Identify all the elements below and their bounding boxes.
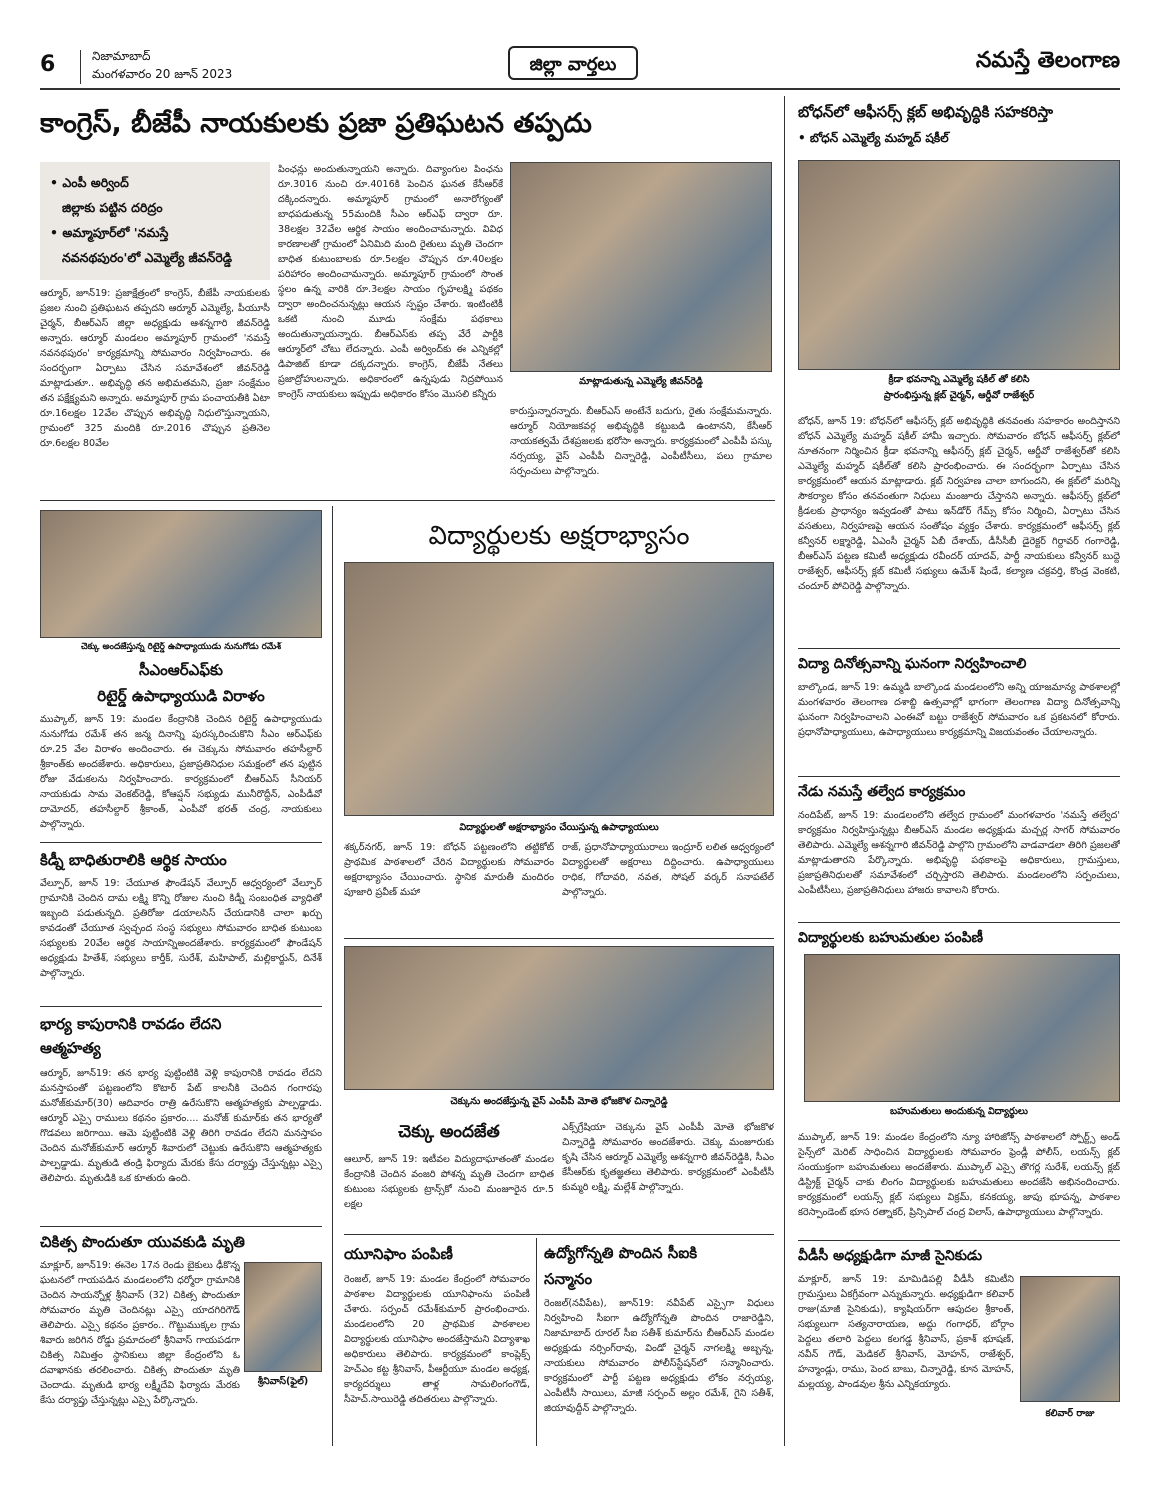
suicide-headline-1: భార్య కాపురానికి రావడం లేదని: [40, 1015, 222, 1033]
kidney-body: వేల్పూర్, జూన్ 19: చేయూత ఫౌండేషన్ వేల్పూర్ ఆధ్వర్యంలో వేల్పూర్ గ్రామానికి చెందిన దామ లక్ష్మి కొన్ని రోజుల నుంచి కిడ్నీ సంబంధిత వ్యాధితో ఇబ్బంది పడుతున్నది. ప్రతిరోజు డయాలసిస్ చేయడానికి చాలా ఖర్చు కావడంతో చేయూత స్వచ్ఛంద సంస్థ సభ్యులు సోమవారం బాధిత కుటుంబ సభ్యులకు 20వేల ఆర్థిక సాయాన్నిఅందజేశారు. కార్యక్రమంలో ఫౌండేషన్ అధ్యక్షుడు హితేశ్, సభ్యులు కార్తీక్, సురేశ్, మహిపాల్, మల్లికార్జున్, దినేశ్ పాల్గొన్నారు.: [40, 878, 322, 979]
akshara-photo-caption: విద్యార్థులతో అక్షరాభ్యాసం చేయిస్తున్న ఉపాధ్యాయులు: [459, 822, 659, 833]
section-rule: [798, 922, 1120, 923]
section-rule: [40, 1226, 322, 1227]
masthead: [40, 40, 1120, 92]
section-rule: [40, 842, 322, 843]
bullet-1: • ఎంపీ అర్వింద్: [50, 175, 129, 190]
column-rule: [784, 96, 785, 1446]
eduday-body: బాల్కొండ, జూన్ 19: ఉమ్మడి బాల్కొండ మండలంలోని అన్ని యాజమాన్య పాఠశాలల్లో మంగళవారం తెలంగాణ దశాబ్ది ఉత్సవాల్లో భాగంగా తెలంగాణ విద్యా దినోత్సవాన్ని ఘనంగా నిర్వహించాలని ఎంఈవో బట్టు రాజేశ్వర్ సోమవారం ఒక ప్రకటనలో కోరారు. ప్రధానోపాధ్యాయులు, ఉపాధ్యాయులు కార్యక్రమాన్ని విజయవంతం చేయాలన్నారు.: [798, 682, 1120, 738]
bodhan-headline: బోధన్‌లో ఆఫీసర్స్ క్లబ్ అభివృద్ధికి సహకరిస్తా: [798, 103, 1053, 121]
page-number: 6: [40, 52, 56, 77]
crf-headline-2: రిటైర్డ్ ఉపాధ్యాయుడి విరాళం: [97, 687, 265, 705]
divider: [80, 50, 81, 84]
bodhan-photo: [798, 160, 1120, 370]
suicide-body: ఆర్మూర్, జూన్19: తన భార్య పుట్టింటికి వెళ్లి కాపురానికి రావడం లేదని మనస్తాపంతో పట్టణంలోని కొటార్ పేట్ కాలనీకి చెందిన గంగారపు మనోజ్‌కుమార్(30) ఆదివారం రాత్రి ఉరేసుకొని ఆత్మహత్యకు పాల్పడ్డాడు. ఆర్మూర్ ఎస్సై రాములు కథనం ప్రకారం.... మనోజ్ కుమార్‌కు తన భార్యతో గొడవలు జరిగాయి. ఆమె పుట్టింటికి వెళ్లి తిరిగి రావడం లేదని మనస్తాపం చెందిన మనోజ్‌కుమార్ ఆర్మూర్ శివారులో చెట్టుకు ఉరేసుకొని ఆత్మహత్యకు పాల్పడ్డాడు. మృతుడి తండ్రి ఫిర్యాదు మేరకు కేసు దర్యాప్తు చేస్తున్నట్లు ఎస్సై తెలిపారు. మృతుడికి ఒక కూతురు ఉంది.: [40, 1068, 322, 1184]
bullet-4: నవనథపురం'లో ఎమ్మెల్యే జీవన్‌రెడ్డి: [62, 250, 232, 265]
date-label: మంగళవారం 20 జూన్ 2023: [92, 67, 233, 81]
prizes-photo-caption: బహుమతులు అందుకున్న విద్యార్థులు: [890, 1106, 1028, 1117]
vdc-photo: [1020, 1276, 1120, 1402]
check-photo: [344, 946, 774, 1090]
prizes-photo: [804, 954, 1120, 1102]
check-photo-caption: చెక్కును అందజేస్తున్న వైస్ ఎంపీపీ మోతె భోజకొళ చిన్నారెడ్డి: [450, 1096, 668, 1107]
column-rule: [332, 506, 333, 1446]
prizes-headline: విద్యార్థులకు బహుమతుల పంపిణీ: [798, 930, 984, 946]
akshara-col1-body: శక్కర్‌నగర్, జూన్ 19: బోధన్ పట్టణంలోని తట్టికోట్ ప్రాథమిక పాఠశాలలో చేరిన విద్యార్థులకు సోమవారం అక్షరాభ్యాసం చేయించారు. స్థానిక మారుతీ మందిరం పూజారి ప్రవీణ్ మహా: [344, 842, 554, 898]
paper-name: నమస్తే తెలంగాణ: [975, 48, 1120, 73]
section-rule: [798, 1240, 1120, 1241]
lead-photo: [510, 162, 772, 372]
district-label: నిజామాబాద్: [92, 49, 151, 63]
section-rule: [798, 776, 1120, 777]
bodhan-caption-2: ప్రారంభిస్తున్న క్లబ్ చైర్మన్, ఆర్డీవో రాజేశ్వర్: [883, 390, 1035, 401]
namaste-body: నందిపేట్, జూన్ 19: మండలంలోని తల్వేద గ్రామంలో మంగళవారం 'నమస్తే తల్వేద' కార్యక్రమం నిర్వహిస్తున్నట్లు బీఆర్‌ఎస్ మండల అధ్యక్షుడు మచ్చర్ల సాగర్ సోమవారం తెలిపారు. ఎమ్మెల్యే ఆశన్నగారి జీవన్‌రెడ్డి పాల్గొని గ్రామంలోని వాడవాడలా తిరిగి ప్రజలతో మాట్లాడుతారని పేర్కొన్నారు. అభివృద్ధి పథకాలపై అధికారులు, గ్రామస్తులు, ప్రజాప్రతినిధులతో సమావేశంలో చర్చిస్తారని తెలిపారు. మండలంలోని సర్పంచులు, ఎంపీటీసీలు, ప్రజాప్రతినిధులు హాజరు కావాలని కోరారు.: [798, 810, 1120, 896]
section-title: జిల్లా వార్తలు: [508, 46, 638, 80]
lead-col3-body: కారుస్తున్నారన్నారు. బీఆర్‌ఎస్ అంటేనే బదుగు, రైతు సంక్షేమమన్నారు. ఆర్మూర్ నియోజకవర్గ అభివృద్ధికి కట్టుబడి ఉంటానని, కేసీఆర్ నాయకత్వమే దేశప్రజలకు భరోసా అన్నారు. కార్యక్రమంలో ఎంపీపీ పస్కు నర్సయ్య, వైస్ ఎంపీపీ చిన్నారెడ్డి, ఎంపీటీసీలు, పలు గ్రామాల సర్పంచులు పాల్గొన్నారు.: [510, 406, 772, 477]
uniform-headline: యూనిఫాం పంపిణీ: [344, 1245, 453, 1263]
treatment-photo: [244, 1262, 322, 1372]
vdc-body: మాక్లూర్, జూన్ 19: మామిడిపల్లి వీడీసీ కమిటీని గ్రామస్తులు ఏకగ్రీవంగా ఎన్నుకున్నారు. అధ్యక్షుడిగా కలివార్ రాజు(మాజీ సైనికుడు), క్యాషియర్‌గా ఆపుదల శ్రీకాంత్, సభ్యులుగా సత్యనారాయణ, అద్దు గంగాధర్, బోర్గాం పెద్దలు తలారి పెద్దలు కలగడ్డ శ్రీనివాస్, ప్రకాశ్ భూషణ్, నవీన్ గౌడ్, మెడికల్ శ్రీనివాస్, మోహన్, రాజేశ్వర్, హన్మాండ్లు, రాము, పెంద బాబు, చిన్నారెడ్డి, కూన మోహన్, మల్లయ్య, పాండవుల శ్రీను ఎన్నికయ్యారు.: [798, 1274, 1014, 1390]
bodhan-caption-1: క్రీడా భవనాన్ని ఎమ్మెల్యే షకీల్ తో కలిసి: [888, 374, 1030, 385]
akshara-col2-body: రాజ్, ప్రధానోపాధ్యాయురాలు ఇంద్రూర్ లలిత ఆధ్వర్యంలో విద్యార్థులతో అక్షరాలు దిద్దించారు. ఉపాధ్యాయులు రాధిక, గోదావరి, నవత, సోషల్ వర్కర్ సనాపటేల్ పాల్గొన్నారు.: [562, 842, 774, 898]
section-rule: [40, 500, 775, 501]
section-rule: [344, 938, 774, 939]
eduday-headline: విద్యా దినోత్సవాన్ని ఘనంగా నిర్వహించాలి: [798, 656, 1027, 672]
masthead-rule: [40, 88, 1120, 90]
lead-col2-body: పింఛన్లు అందుతున్నాయని అన్నారు. దివ్యాంగుల పింఛను రూ.3016 నుంచి రూ.4016కి పెంచిన ఘనత కేసీఆర్‌కే దక్కిందన్నారు. అమ్మాపూర్ గ్రామంలో అనారోగ్యంతో బాధపడుతున్న 55మందికి సీఎం ఆర్‌ఎఫ్ ద్వారా రూ. 38లక్షల 32వేల ఆర్థిక సాయం అందించామన్నారు. వివిధ కారణాలతో గ్రామంలో ఏనిమిది మంది రైతులు మృతి చెందగా బాధిత కుటుంబాలకు రూ.5లక్షల చొప్పున రూ.40లక్షల పరిహారం అందించామన్నారు. అమ్మాపూర్ గ్రామంలో సొంత స్థలం ఉన్న వారికి రూ.3లక్షల సాయం గృహలక్ష్మి పథకం ద్వారా అందించనున్నట్లు ఆయన స్పష్టం చేశారు. ఇంటింటికీ ఒకటి నుంచి మూడు సంక్షేమ పథకాలు అందుతున్నాయన్నారు. బీఆర్‌ఎస్‌కు తప్ప వేరే పార్టీకి ఆర్మూర్‌లో చోటు లేదన్నారు. ఎంపీ అర్వింద్‌కు ఈ ఎన్నికల్లో డిపాజిట్ కూడా దక్కదన్నారు. కాంగ్రెస్, బీజేపీ నేతలు ప్రజాద్రోహులన్నారు. అధికారంలో ఉన్నపుడు నిద్రపోయిన కాంగ్రెస్ నాయకులు ఇప్పుడు అధికారం కోసం మొసలి కన్నీరు: [278, 164, 503, 400]
akshara-photo: [344, 562, 774, 816]
lead-photo-caption: మాట్లాడుతున్న ఎమ్మెల్యే జీవన్‌రెడ్డి: [579, 376, 703, 387]
lead-bullets: [40, 162, 270, 280]
treatment-photo-caption: శ్రీనివాస్(ఫైల్): [257, 1376, 309, 1387]
check-col2-body: ఎక్స్‌గ్రేషియా చెక్కును వైస్ ఎంపీపీ మోతె భోజకొళ చిన్నారెడ్డి సోమవారం అందజేశారు. చెక్కు మంజూరుకు కృషి చేసిన ఆర్మూర్ ఎమ్మెల్యే ఆశన్నగారి జీవన్‌రెడ్డికి, సీఎం కేసీఆర్‌కు కృతజ్ఞతలు తెలిపారు. కార్యక్రమంలో ఎంపీటీసీ కుమ్మరి లక్ష్మి, మల్లేశ్ పాల్గొన్నారు.: [562, 1122, 774, 1193]
treatment-body-top: మాక్లూర్, జూన్19: ఈనెల 17న రెండు బైకులు ఢీకొన్న ఘటనలో గాయపడిన మండలంలోని ధర్మోరా గ్రామానికి చెందిన సాయన్నోళ్ల శ్రీనివాస్ (32) చికిత్స పొందుతూ సోమవారం మృతి చెందినట్లు ఎస్సై యాదగిరిగౌడ్ తెలిపారు. ఎస్సై కథనం ప్రకారం.. గొట్టుముక్కల గ్రామ శివారు జరిగిన రోడ్డు ప్రమాదంలో శ్రీనివాస్ గాయపడగా చికిత్స నిమిత్తం స్థానికులు జిల్లా కేంద్రంలోని ఓ దవాఖానకు తరలించారు. చికిత్స పొందుతూ మృతి చెందాడు. మృతుడి భార్య లక్ష్మీదేవి ఫిర్యాదు మేరకు కేసు దర్యాప్తు చేస్తున్నట్లు ఎస్సై పేర్కొన్నారు.: [40, 1260, 240, 1406]
suicide-headline-2: ఆత్మహత్య: [40, 1039, 101, 1057]
promotion-body: రెంజల్(నవీపేట), జూన్19: నవీపేట్ ఎస్సైగా విధులు నిర్వహించి సీఐగా ఉద్యోగోన్నతి పొందిన రాజారెడ్డిని, నిజామాబాద్ రూరల్ సీఐ సతీశ్ కుమార్‌ను బీఆర్‌ఎస్ మండల అధ్యక్షుడు నర్సింగ్‌రావు, విండో చైర్మన్ నాగలక్ష్మి అబ్బన్న, నాయకులు సోమవారం పోలీస్‌స్టేషన్‌లో సన్మానించారు. కార్యక్రమంలో పార్టీ పట్టణ అధ్యక్షుడు లోకం నర్సయ్య, ఎంపీటీసీ సాయిలు, మాజీ సర్పంచ్ అల్లం రమేశ్, గైని సతీశ్, జియావుద్దీన్ పాల్గొన్నారు.: [544, 1298, 774, 1414]
lead-col1-body: ఆర్మూర్, జూన్19: ప్రజాక్షేత్రంలో కాంగ్రెస్, బీజేపీ నాయకులకు ప్రజల నుంచి ప్రతిఘటన తప్పదని ఆర్మూర్ ఎమ్మెల్యే, పీయూసీ చైర్మన్, బీఆర్‌ఎస్ జిల్లా అధ్యక్షుడు ఆశన్నగారి జీవన్‌రెడ్డి అన్నారు. ఆర్మూర్ మండలం అమ్మాపూర్ గ్రామంలో 'నమస్తే నవనథపురం' కార్యక్రమాన్ని సోమవారం నిర్వహించారు. ఈ సందర్భంగా ఏర్పాటు చేసిన సమావేశంలో జీవన్‌రెడ్డి మాట్లాడుతూ.. అభివృద్ధి తన అభిమతమని, ప్రజా సంక్షేమం తన పక్షేక్ష్యమని అన్నారు. అమ్మాపూర్ గ్రామ పంచాయతీకి ఏటా రూ.16లక్షల 12వేల చొప్పున అభివృద్ధి నిధులొస్తున్నాయని, గ్రామంలో 325 మందికి రూ.2016 చొప్పున ప్రతినెల రూ.6లక్షల 80వేల: [40, 288, 270, 449]
check-col1-body: ఆలూర్, జూన్ 19: ఇటీవల విద్యుదాఘాతంతో మండల కేంద్రానికి చెందిన వంజరి పోశన్న మృతి చెందగా బాధిత కుటుంబ సభ్యులకు ట్రాన్స్‌కో నుంచి మంజూరైన రూ.5 లక్షల: [344, 1154, 554, 1210]
treatment-headline: చికిత్స పొందుతూ యువకుడి మృతి: [40, 1233, 245, 1251]
promotion-headline-2: సన్మానం: [544, 1270, 593, 1288]
section-rule: [40, 1006, 322, 1007]
section-rule: [344, 1234, 774, 1235]
vdc-photo-caption: కలివార్ రాజు: [1045, 1408, 1095, 1419]
bodhan-subhead: • బోధన్ ఎమ్మెల్యే మహ్మద్ షకీల్: [798, 131, 949, 145]
akshara-headline: విద్యార్థులకు అక్షరాభ్యాసం: [428, 521, 690, 551]
crf-headline-1: సీఎంఆర్‌ఎఫ్‌కు: [138, 661, 223, 679]
check-headline: చెక్కు అందజేత: [398, 1122, 500, 1142]
namaste-headline: నేడు నమస్తే తల్వేద కార్యక్రమం: [798, 784, 966, 800]
crf-photo-caption: చెక్కు అందజేస్తున్న రిటైర్డ్ ఉపాధ్యాయుడు నునుగోడు రమేశ్: [80, 642, 282, 652]
bullet-3: • అమ్మాపూర్‌లో 'నమస్తే: [50, 225, 169, 240]
promotion-headline-1: ఉద్యోగోన్నతి పొందిన సీఐకి: [544, 1244, 698, 1262]
column-rule: [536, 1238, 537, 1446]
vdc-headline: వీడీసీ అధ్యక్షుడిగా మాజీ సైనికుడు: [798, 1248, 983, 1264]
crf-photo: [40, 510, 322, 638]
kidney-headline: కిడ్నీ బాధితురాలికి ఆర్థిక సాయం: [40, 851, 227, 869]
bullet-2: జిల్లాకు పట్టిన దరిద్రం: [62, 200, 163, 215]
uniform-body: రెంజల్, జూన్ 19: మండల కేంద్రంలో సోమవారం పాఠశాల విద్యార్థులకు యూనిఫాంను పంపిణీ చేశారు. సర్పంచ్ రమేశ్‌కుమార్ ప్రారంభించారు. మండలంలోని 20 ప్రాథమిక పాఠశాలల విద్యార్థులకు యూనిఫాం అందజేస్తామని విద్యాశాఖ అధికారులు తెలిపారు. కార్యక్రమంలో కాంప్లెక్స్ హెచ్‌ఎం కట్ట శ్రీనివాస్, పీఆర్టీయూ మండల అధ్యక్ష, కార్యదర్శులు తాళ్ల సామలింగంగౌడ్, సీహెచ్.సాయిరెడ్డి తదితరులు పాల్గొన్నారు.: [344, 1274, 530, 1405]
section-rule: [798, 648, 1120, 649]
bodhan-body: బోధన్, జూన్ 19: బోధన్‌లో ఆఫీసర్స్ క్లబ్ అభివృద్ధికి తనవంతు సహకారం అందిస్తానని బోధన్ ఎమ్మెల్యే మహ్మద్ షకీల్ హామీ ఇచ్చారు. సోమవారం బోధన్ ఆఫీసర్స్ క్లబ్‌లో నూతనంగా నిర్మించిన క్రీడా భవనాన్ని ఆఫీసర్స్ క్లబ్ చైర్మన్, ఆర్డీవో రాజేశ్వర్‌తో కలిసి ఎమ్మెల్యే మహ్మద్ షకీల్‌తో కలిసి ప్రారంభించారు. ఈ సందర్భంగా ఏర్పాటు చేసిన కార్యక్రమంలో ఆయన మాట్లాడారు. క్లబ్ నిర్వహణ చాలా బాగుందని, ఈ క్లబ్‌లో మరిన్ని సౌకర్యాల కోసం తనవంతుగా నిధులు మంజూరు చేస్తానని అన్నారు. ఆఫీసర్స్ క్లబ్‌లో క్రీడలకు ప్రాధాన్యం ఇవ్వడంతో పాటు ఇన్‌డోర్ గేమ్స్ కోసం నిర్మించి, ఏర్పాటు చేసిన వసతులు, నిర్వహణపై ఆయన సంతోషం వ్యక్తం చేశారు. కార్యక్రమంలో ఆఫీసర్స్ క్లబ్ కన్వీనర్ లక్ష్మారెడ్డి, ఏఎంసీ చైర్మన్ ఏబీ దేశాయ్, డీసీసీబీ డైరెక్టర్ గిర్దావర్ గంగారెడ్డి, బీఆర్‌ఎస్ పట్టణ కమిటీ అధ్యక్షుడు రవీందర్ యాదవ్, పార్టీ నాయకులు కన్వీనర్ బుద్దె రాజేశ్వర్, ఆఫీసర్స్ క్లబ్ కమిటీ సభ్యులు ఉమేశ్ షిండే, కల్యాణ చక్రవర్తి, కొండ్ర వెంకటి, చందూర్ పోచిరెడ్డి పాల్గొన్నారు.: [798, 416, 1120, 592]
crf-body: ముప్కాల్, జూన్ 19: మండల కేంద్రానికి చెందిన రిటైర్డ్ ఉపాధ్యాయుడు నునుగోడు రమేశ్ తన జన్మ దినాన్ని పురస్కరించుకొని సీఎం ఆర్‌ఎఫ్‌కు రూ.25 వేల విరాళం అందించారు. ఈ చెక్కును సోమవారం తహసీల్దార్ శ్రీకాంత్‌కు అందజేశారు. అధికారులు, ప్రజాప్రతినిధుల సమక్షంలో తన పుట్టిన రోజు వేడుకలను నిర్వహించారు. కార్యక్రమంలో బీఆర్‌ఎస్ సీనియర్ నాయకుడు సామ వెంకట్‌రెడ్డి, కోఆప్షన్ సభ్యుడు మునీరొద్దీన్, ఎంపీడీవో దామోదర్, తహసీల్దార్ శ్రీకాంత్, ఎంపీవో భరత్ చంద్ర, నాయకులు పాల్గొన్నారు.: [40, 714, 322, 830]
lead-headline: కాంగ్రెస్, బీజేపీ నాయకులకు ప్రజా ప్రతిఘటన తప్పదు: [40, 108, 592, 139]
prizes-body: ముప్కాల్, జూన్ 19: మండల కేంద్రంలోని న్యూ హారిజోన్స్ పాఠశాలలో స్పోర్ట్స్ అండ్ సైన్స్‌లో మెరిట్ సాధించిన విద్యార్థులకు సోమవారం ఫ్రెండ్లీ పోలీస్, లయన్స్ క్లబ్ సంయుక్తంగా బహుమతులు అందజేశారు. ముప్కాల్ ఎస్సై తొగర్ల సురేశ్, లయన్స్ క్లబ్ డిస్ట్రిక్ట్ చైర్మన్ చాకు లింగం విద్యార్థులకు బహుమతులు అందజేసి అభినందించారు. కార్యక్రమంలో లయన్స్ క్లబ్ సభ్యులు విక్రమ్, కనకయ్య, జాపు భూపన్న, పాఠశాల కరెస్పాండెంట్ భూస రత్నాకర్, ప్రిన్సిపాల్ చంద్ర విలాస్, ఉపాధ్యాయులు పాల్గొన్నారు.: [798, 1132, 1120, 1218]
